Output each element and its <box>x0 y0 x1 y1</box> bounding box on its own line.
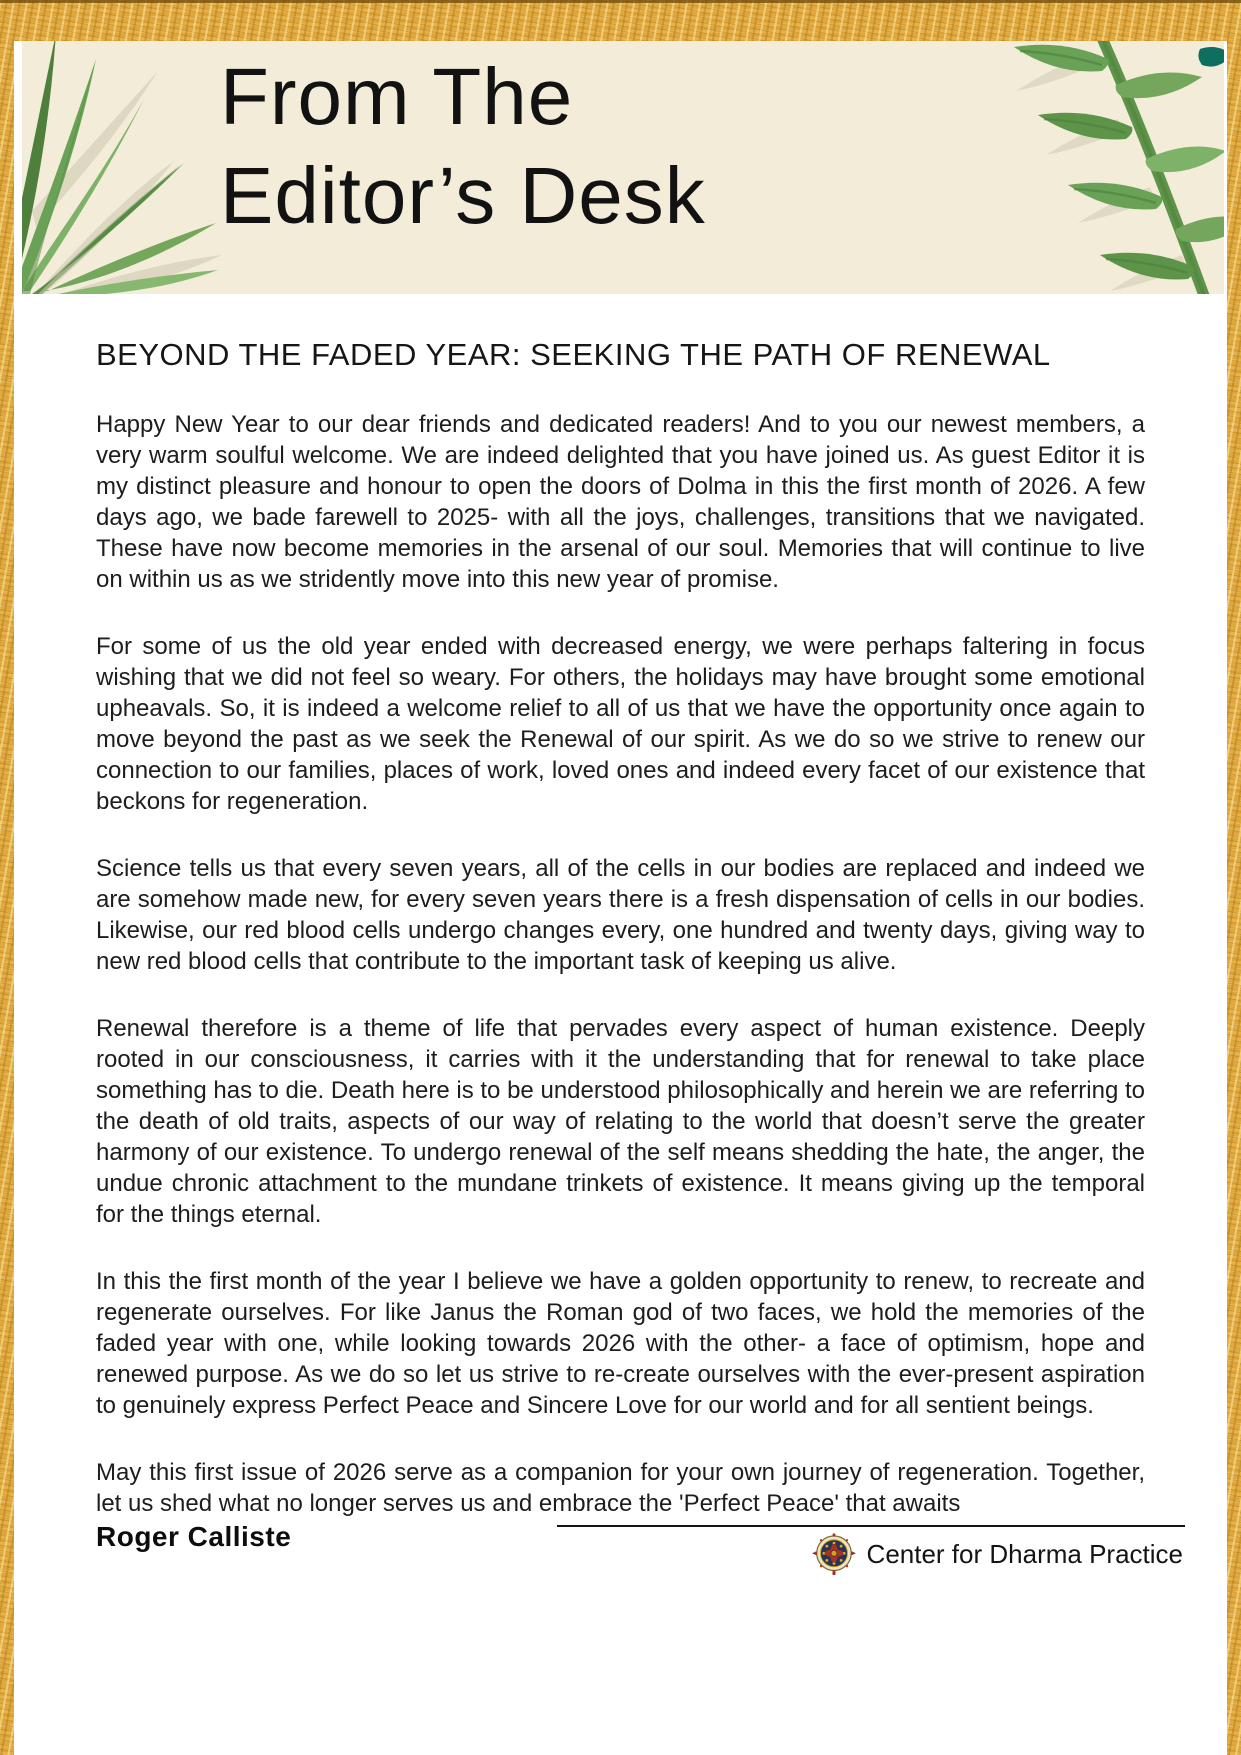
page-title-line2: Editor’s Desk <box>220 151 706 240</box>
page-title <box>220 47 706 245</box>
paragraph-6: May this first issue of 2026 serve as a companion for your own journey of regeneration. Together, let us shed what no longer serves us and embrace the 'Perfect Peace' that awaits <box>96 1459 1145 1517</box>
organization-name: Center for Dharma Practice <box>866 1538 1183 1569</box>
article <box>96 334 1145 1519</box>
dharma-mandala-logo-icon <box>810 1529 858 1579</box>
signature: Roger Calliste <box>96 1521 292 1552</box>
page-title-line1: From The <box>220 52 574 141</box>
footer <box>96 1521 1183 1617</box>
organization-block <box>557 1525 1185 1579</box>
paragraph-5: In this the first month of the year I believe we have a golden opportunity to renew, to recreate and regenerate ourselves. For like Janus the Roman god of two faces, we hold the memories of the faded year with one, while looking towards 2026 with the other- a face of optimism, hope and renewed purpose. As we do so let us strive to re-create ourselves with the ever-present aspiration to genuinely express Perfect Peace and Sincere Love for our world and for all sentient beings. <box>96 1268 1145 1419</box>
palm-frond-icon <box>22 41 252 294</box>
page-inner <box>14 41 1227 1755</box>
paragraph-2: For some of us the old year ended with decreased energy, we were perhaps faltering in focus wishing that we did not feel so weary. For others, the holidays may have brought some emotional upheavals. So, it is indeed a welcome relief to all of us that we have the opportunity once again to move beyond the past as we seek the Renewal of our spirit. As we do so we strive to renew our connection to our families, places of work, loved ones and indeed every facet of our existence that beckons for regeneration. <box>96 633 1145 815</box>
paragraph-4: Renewal therefore is a theme of life that pervades every aspect of human existence. Deeply rooted in our consciousness, it carries with it the understanding that for renewal to take place something has to die. Death here is to be understood philosophically and herein we are referring to the death of old traits, aspects of our way of relating to the world that doesn’t serve the greater harmony of our existence. To undergo renewal of the self means shedding the hate, the anger, the undue chronic attachment to the mundane trinkets of existence. It means giving up the temporal for the things eternal. <box>96 1015 1145 1228</box>
paragraph-1: Happy New Year to our dear friends and dedicated readers! And to you our newest members, a very warm soulful welcome. We are indeed delighted that you have joined us. As guest Editor it is my distinct pleasure and honour to open the doors of Dolma in this the first month of 2026. A few days ago, we bade farewell to 2025- with all the joys, challenges, transitions that we navigated. These have now become memories in the arsenal of our soul. Memories that will continue to live on within us as we stridently move into this new year of promise. <box>96 411 1145 593</box>
leaf-vine-icon <box>950 41 1224 294</box>
article-heading: BEYOND THE FADED YEAR: SEEKING THE PATH OF RENEWAL <box>96 337 1051 372</box>
header-banner <box>22 41 1224 294</box>
paragraph-3: Science tells us that every seven years, all of the cells in our bodies are replaced and indeed we are somehow made new, for every seven years there is a fresh dispensation of cells in our bodies. Likewise, our red blood cells undergo changes every, one hundred and twenty days, giving way to new red blood cells that contribute to the important task of keeping us alive. <box>96 855 1145 975</box>
